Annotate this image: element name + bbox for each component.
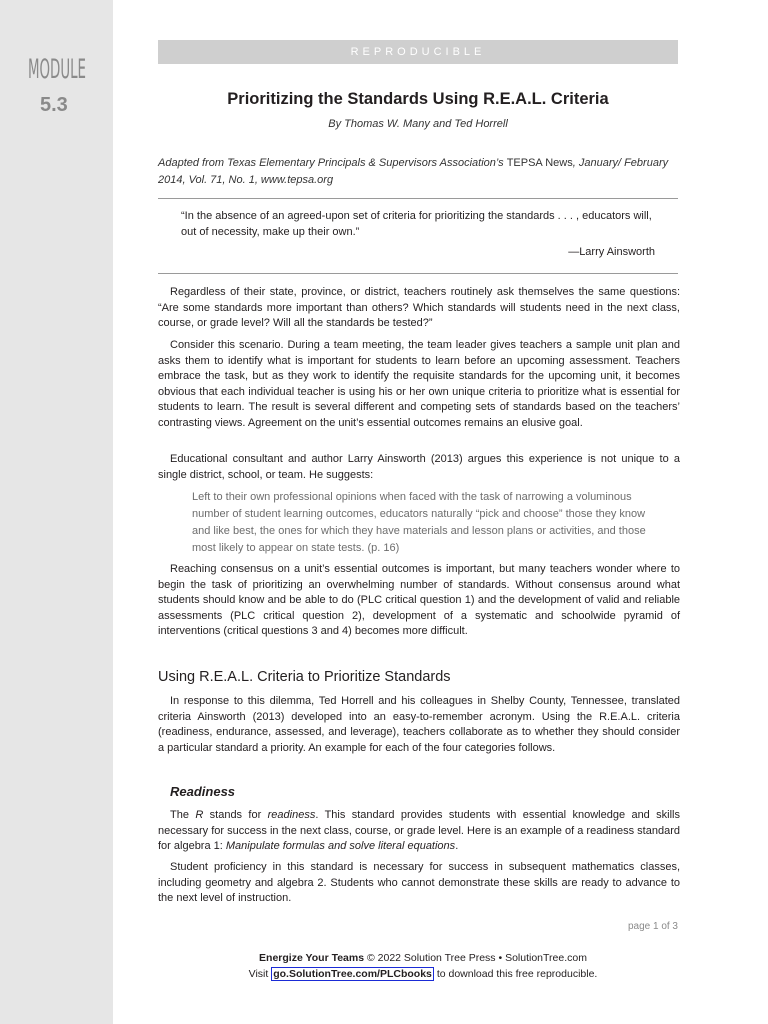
module-number: 5.3 (40, 94, 68, 116)
divider-top (158, 198, 678, 199)
footer-brand: Energize Your Teams (259, 952, 365, 964)
adapted-publication: TEPSA News (506, 157, 573, 169)
adapted-prefix: Adapted from Texas Elementary Principals & Supervisors Association’s (158, 157, 507, 169)
paragraph-1: Regardless of their state, province, or district, teachers routinely ask themselves the same questions: “Are some standards more important than others? Which standards will students need in the next class, course, or grade level? Will all the standards be tested?” (158, 286, 680, 330)
article-title: Prioritizing the Standards Using R.E.A.L. Criteria (227, 90, 609, 108)
footer-after-link: to download this free reproducible. (433, 968, 598, 980)
p6-text-c: . This standard provides students with essential knowledge and skills necessary for success in the next class, course, or grade level. Here is an example of a readiness standard for algebra 1: (158, 809, 681, 853)
subsection-heading-readiness: Readiness (170, 784, 236, 799)
block-quote: Left to their own professional opinions when faced with the task of narrowing a voluminous number of student learning outcomes, educators naturally “pick and choose” those they know and like best, the ones for which they have materials and lesson plans or activities, and those most likely to appear on state tests. (p. 16) (192, 491, 646, 554)
paragraph-6 (158, 808, 680, 855)
paragraph-3: Educational consultant and author Larry Ainsworth (2013) argues this experience is not unique to a single district, school, or team. He suggests: (158, 453, 680, 481)
epigraph-quote: “In the absence of an agreed-upon set of criteria for prioritizing the standards . . . , educators will, out of necessity, make up their own.” (181, 210, 652, 238)
page-footer (158, 950, 688, 982)
p6-term-readiness: readiness (267, 809, 316, 821)
footer-visit: Visit (248, 968, 272, 980)
p6-text-b: stands for (203, 809, 268, 821)
module-sidebar (0, 0, 113, 1024)
page-number: page 1 of 3 (627, 921, 678, 932)
download-link[interactable]: go.SolutionTree.com/PLCbooks (273, 968, 432, 980)
adapted-source-note (158, 155, 680, 189)
reproducible-banner: REPRODUCIBLE (158, 40, 678, 64)
divider-bottom (158, 273, 678, 274)
paragraph-2: Consider this scenario. During a team meeting, the team leader gives teachers a sample unit plan and asks them to identify what is important for students to learn before an upcoming assessment. Teachers embrace the task, but as they work to identify the requisite standards for the upcoming unit, it becomes obvious that each individual teacher is using his or her own unique criteria to prioritize what is essential for students to learn. The result is several different and competing sets of standards based on the teachers’ contrasting views. Agreement on the unit’s essential outcomes remains an elusive goal. (158, 339, 680, 429)
article-byline: By Thomas W. Many and Ted Horrell (328, 118, 508, 130)
adapted-suffix: , January/ February 2014, Vol. 71, No. 1, www.tepsa.org (158, 157, 669, 186)
p6-text-a: The (170, 809, 196, 821)
section-heading: Using R.E.A.L. Criteria to Prioritize Standards (158, 669, 451, 685)
footer-copyright: © 2022 Solution Tree Press • SolutionTree.com (364, 952, 587, 964)
footer-line-1 (158, 950, 688, 966)
epigraph-attribution: —Larry Ainsworth (568, 246, 655, 258)
p6-letter-r: R (195, 809, 204, 821)
p6-text-d: . (455, 840, 459, 853)
footer-line-2 (158, 966, 688, 982)
paragraph-4: Reaching consensus on a unit’s essential outcomes is important, but many teachers wonder where to begin the task of prioritizing an overwhelming number of standards. Without consensus around what students should know and be able to do (PLC critical question 1) and the development of valid and reliable assessments (PLC critical question 2), development of a systematic and schoolwide pyramid of interventions (critical questions 3 and 4) becomes more difficult. (158, 563, 680, 638)
p6-example: Manipulate formulas and solve literal equations (225, 840, 456, 853)
paragraph-5: In response to this dilemma, Ted Horrell and his colleagues in Shelby County, Tennessee, translated criteria Ainsworth (2013) developed into an easy-to-remember acronym. Using the R.E.A.L. criteria (readiness, endurance, assessed, and leverage), teachers collaborate as to whether they should consider a particular standard a priority. An example for each of the four categories follows. (158, 695, 680, 754)
paragraph-7: Student proficiency in this standard is necessary for success in subsequent mathematics classes, including geometry and algebra 2. Students who cannot demonstrate these skills are ready to advance to the next level of instruction. (158, 861, 680, 905)
module-label: MODULE (28, 54, 86, 85)
